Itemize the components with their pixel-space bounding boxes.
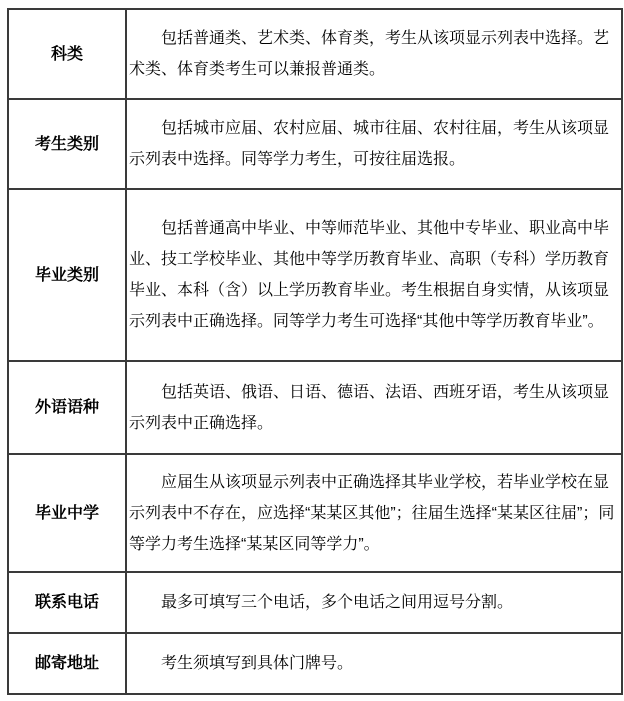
row-description-cell [126, 454, 622, 572]
row-description-cell [126, 99, 622, 189]
row-label: 毕业中学 [8, 454, 126, 572]
row-description-cell [126, 9, 622, 99]
row-description-cell [126, 361, 622, 454]
row-label: 联系电话 [8, 572, 126, 633]
row-description-cell [126, 633, 622, 694]
row-description: 包括城市应届、农村应届、城市往届、农村往届，考生从该项显示列表中选择。同等学力考生，可按往届选报。 [129, 120, 610, 168]
table-row [8, 454, 622, 572]
row-label: 科类 [8, 9, 126, 99]
row-description-cell [126, 189, 622, 361]
table-body [8, 9, 622, 694]
row-description: 包括普通类、艺术类、体育类，考生从该项显示列表中选择。艺术类、体育类考生可以兼报普通类。 [129, 30, 610, 78]
table-row [8, 99, 622, 189]
table-row [8, 633, 622, 694]
row-description: 包括普通高中毕业、中等师范毕业、其他中专毕业、职业高中毕业、技工学校毕业、其他中等学历教育毕业、高职（专科）学历教育毕业、本科（含）以上学历教育毕业。考生根据自身实情，从该项显示列表中正确选择。同等学力考生可选择“其他中等学历教育毕业”。 [129, 220, 610, 330]
row-description: 考生须填写到具体门牌号。 [161, 655, 354, 672]
row-label: 外语语种 [8, 361, 126, 454]
table-row [8, 361, 622, 454]
row-label: 考生类别 [8, 99, 126, 189]
exam-fields-info-table [7, 8, 623, 695]
row-description: 包括英语、俄语、日语、德语、法语、西班牙语，考生从该项显示列表中正确选择。 [129, 383, 610, 432]
table-row [8, 9, 622, 99]
table-row [8, 189, 622, 361]
row-label: 邮寄地址 [8, 633, 126, 694]
row-label: 毕业类别 [8, 189, 126, 361]
row-description: 最多可填写三个电话，多个电话之间用逗号分割。 [161, 594, 514, 611]
table-row [8, 572, 622, 633]
row-description-cell [126, 572, 622, 633]
row-description: 应届生从该项显示列表中正确选择其毕业学校，若毕业学校在显示列表中不存在，应选择“某某区其他”；往届生选择“某某区往届”；同等学力考生选择“某某区同等学力”。 [129, 473, 615, 553]
